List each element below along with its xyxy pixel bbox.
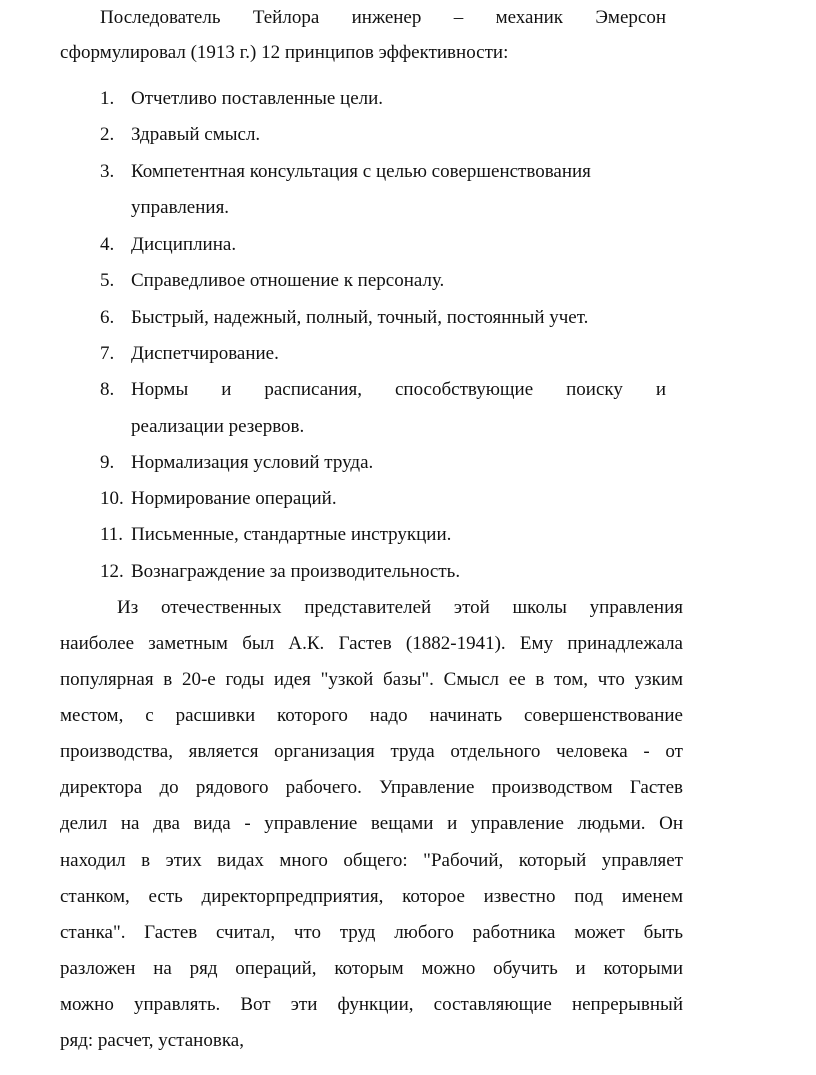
list-text: Нормы и расписания, способствующие поиску и <box>131 379 666 400</box>
paragraph-line: станком, есть директорпредприятия, которое известно под именем <box>60 886 683 907</box>
list-text: Дисциплина. <box>131 234 237 255</box>
list-number: 2. <box>100 124 115 145</box>
list-text: Здравый смысл. <box>131 124 261 145</box>
paragraph-line: Из отечественных представителей этой школы управления <box>117 597 683 618</box>
list-number: 3. <box>100 161 115 182</box>
paragraph-line: директора до рядового рабочего. Управление производством Гастев <box>60 777 683 798</box>
list-number: 1. <box>100 88 115 109</box>
paragraph-line: можно управлять. Вот эти функции, составляющие непрерывный <box>60 994 683 1015</box>
paragraph-line: производства, является организация труда отдельного человека - от <box>60 741 683 762</box>
list-text: Нормирование операций. <box>131 488 337 509</box>
list-text: Справедливое отношение к персоналу. <box>131 270 445 291</box>
list-text: Компетентная консультация с целью совершенствования <box>131 161 591 182</box>
paragraph-line: ряд: расчет, установка, <box>60 1030 244 1051</box>
list-text: Письменные, стандартные инструкции. <box>131 524 452 545</box>
list-text: Вознаграждение за производительность. <box>131 561 461 582</box>
paragraph-line: наиболее заметным был А.К. Гастев (1882-1941). Ему принадлежала <box>60 633 683 654</box>
paragraph-line: станка". Гастев считал, что труд любого работника может быть <box>60 922 683 943</box>
list-text: Диспетчирование. <box>131 343 279 364</box>
list-number: 9. <box>100 452 115 473</box>
intro-line-2: сформулировал (1913 г.) 12 принципов эффективности: <box>60 42 509 63</box>
list-number: 7. <box>100 343 115 364</box>
paragraph-line: местом, с расшивки которого надо начинать совершенствование <box>60 705 683 726</box>
list-number: 10. <box>100 488 124 509</box>
intro-line-1: Последователь Тейлора инженер – механик Эмерсон <box>100 7 666 28</box>
list-text-continuation: реализации резервов. <box>131 416 305 437</box>
list-number: 8. <box>100 379 115 400</box>
list-text: Быстрый, надежный, полный, точный, постоянный учет. <box>131 307 589 328</box>
paragraph-line: делил на два вида - управление вещами и управление людьми. Он <box>60 813 683 834</box>
list-number: 6. <box>100 307 115 328</box>
paragraph-line: разложен на ряд операций, которым можно обучить и которыми <box>60 958 683 979</box>
list-text: Отчетливо поставленные цели. <box>131 88 384 109</box>
paragraph-line: популярная в 20-е годы идея "узкой базы". Смысл ее в том, что узким <box>60 669 683 690</box>
list-text: Нормализация условий труда. <box>131 452 374 473</box>
list-number: 12. <box>100 561 124 582</box>
list-number: 11. <box>100 524 124 545</box>
list-text-continuation: управления. <box>131 197 230 218</box>
paragraph-line: находил в этих видах много общего: "Рабочий, который управляет <box>60 850 683 871</box>
list-number: 4. <box>100 234 115 255</box>
list-number: 5. <box>100 270 115 291</box>
